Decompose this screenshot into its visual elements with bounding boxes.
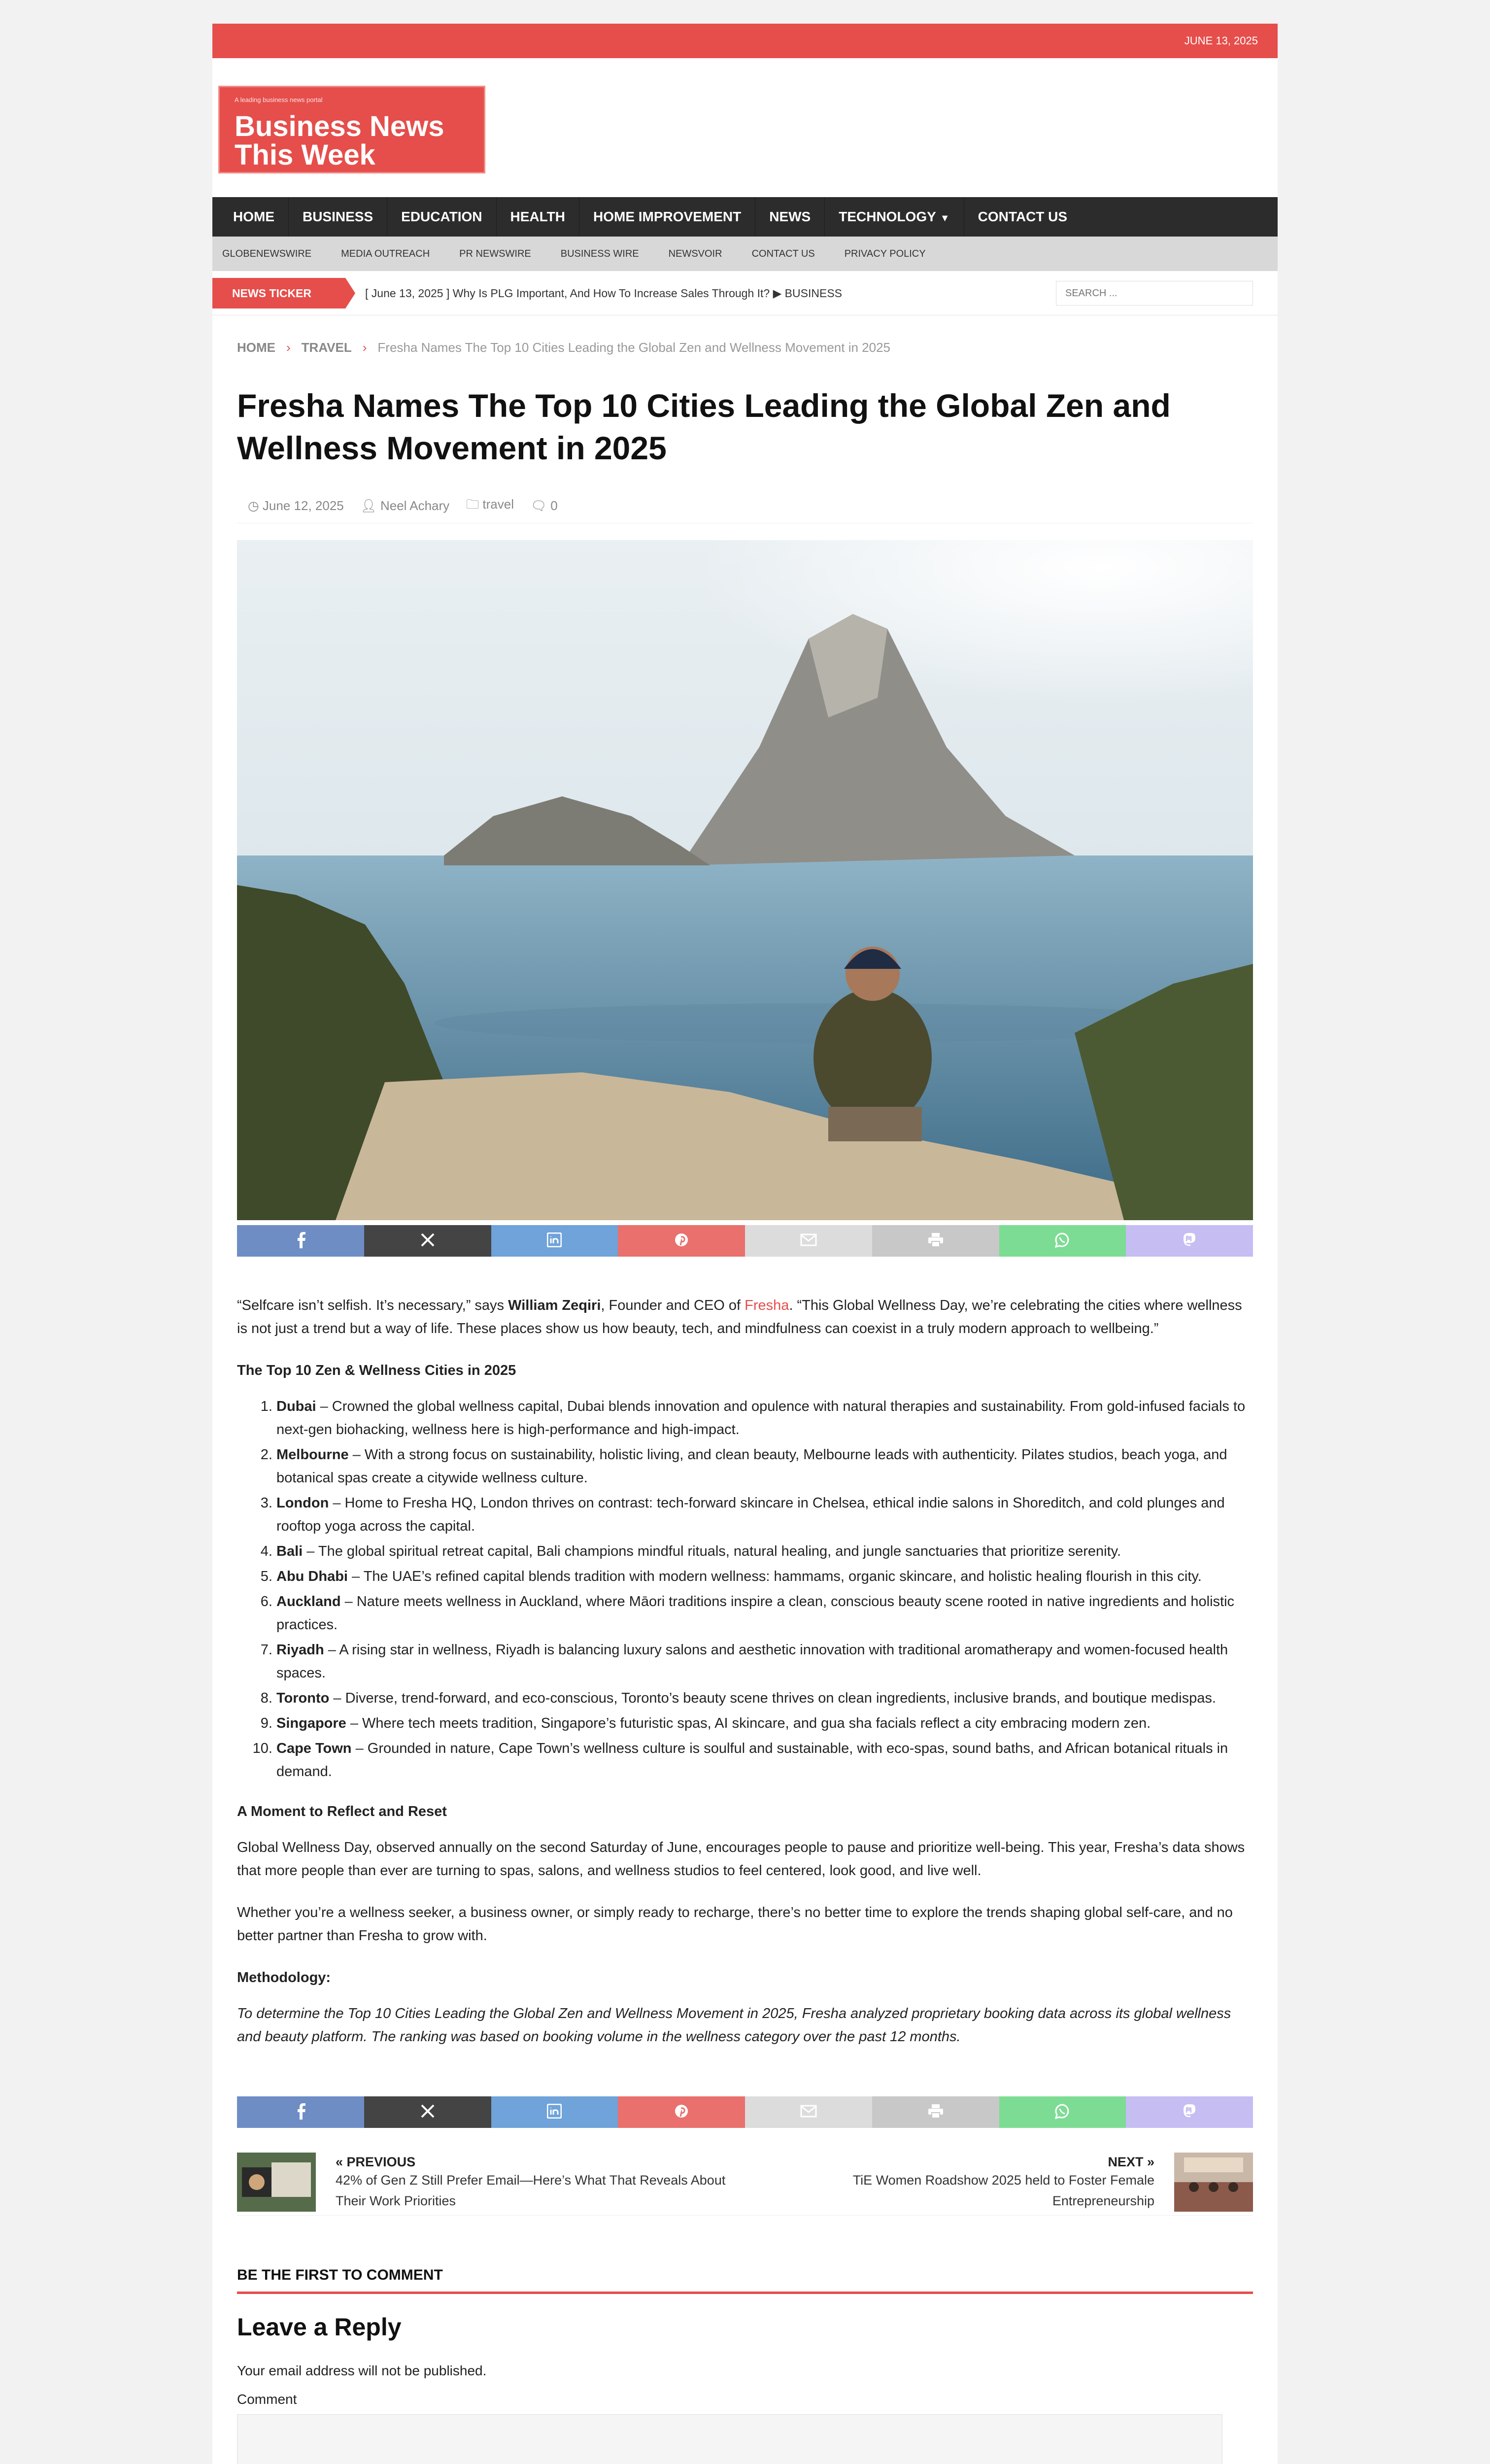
city-description: – The global spiritual retreat capital, Bali champions mindful rituals, natural healing, and jungle sanctuaries that prioritize serenity.	[303, 1543, 1121, 1559]
nav-business[interactable]: BUSINESS	[289, 197, 387, 237]
facebook-icon	[294, 1232, 307, 1251]
email-icon	[800, 2105, 817, 2120]
logo-line-2: This Week	[235, 139, 375, 171]
share-x-button[interactable]	[364, 1225, 491, 1257]
city-name: Auckland	[276, 1594, 341, 1609]
subnav-media-outreach[interactable]: MEDIA OUTREACH	[341, 248, 430, 259]
city-name: Cape Town	[276, 1741, 352, 1756]
share-bar-bottom	[237, 2096, 1253, 2128]
chevron-down-icon: ▼	[940, 213, 950, 224]
prev-label-row	[336, 2155, 740, 2170]
post-author[interactable]	[361, 498, 449, 513]
mastodon-icon	[1182, 2103, 1197, 2122]
post-comments[interactable]	[531, 498, 558, 513]
subnav-business-wire[interactable]: BUSINESS WIRE	[560, 248, 639, 259]
breadcrumb	[237, 340, 1253, 355]
next-label-row	[800, 2155, 1154, 2170]
city-name: Abu Dhabi	[276, 1569, 348, 1584]
nav-home-improvement[interactable]: HOME IMPROVEMENT	[579, 197, 755, 237]
city-list-item	[276, 1712, 1253, 1735]
double-chevron-right-icon: »	[1147, 2155, 1154, 2169]
share-linkedin-button[interactable]	[491, 1225, 618, 1257]
nav-news[interactable]: NEWS	[755, 197, 825, 237]
city-description: – Nature meets wellness in Auckland, where Māori traditions inspire a clean, conscious beauty scene rooted in native ingredients and holistic practices.	[276, 1594, 1235, 1633]
user-icon: 👤︎	[360, 498, 377, 513]
next-title: TiE Women Roadshow 2025 held to Foster Female Entrepreneurship	[852, 2173, 1154, 2208]
city-list-item	[276, 1540, 1253, 1563]
logo-line-1: Business News	[235, 110, 444, 142]
chevron-right-icon: ›	[362, 340, 367, 355]
print-icon	[928, 2104, 944, 2121]
prev-label: PREVIOUS	[346, 2155, 416, 2169]
breadcrumb-current: Fresha Names The Top 10 Cities Leading the Global Zen and Wellness Movement in 2025	[377, 340, 891, 355]
comment-heading: BE THE FIRST TO COMMENT	[237, 2267, 1253, 2294]
breadcrumb-home[interactable]: HOME	[237, 340, 275, 355]
reply-title: Leave a Reply	[237, 2313, 402, 2341]
email-note: Your email address will not be published.	[237, 2363, 487, 2378]
article-body	[237, 1294, 1253, 2067]
reply-form	[237, 2313, 1253, 2464]
city-list-item	[276, 1443, 1253, 1490]
methodology-heading: Methodology:	[237, 1970, 331, 1985]
double-chevron-left-icon: «	[336, 2155, 343, 2169]
linkedin-icon	[547, 2104, 562, 2121]
reflect-heading: A Moment to Reflect and Reset	[237, 1804, 447, 1819]
share-mastodon-button[interactable]	[1126, 1225, 1253, 1257]
email-icon	[800, 1233, 817, 1249]
reflect-paragraph-2: Whether you’re a wellness seeker, a business owner, or simply ready to recharge, there’s no better time to explore the trends shaping global self-care, and no better partner than Fresha to grow with.	[237, 1905, 1233, 1944]
whatsapp-icon	[1054, 2103, 1070, 2122]
share-print-button[interactable]	[872, 2096, 999, 2128]
share-email-button[interactable]	[745, 2096, 872, 2128]
city-name: Dubai	[276, 1399, 316, 1414]
city-name: Riyadh	[276, 1642, 324, 1658]
city-description: – With a strong focus on sustainability, holistic living, and clean beauty, Melbourne leads with authenticity. Pilates studios, beach yoga, and botanical spas create a citywide wellness culture.	[276, 1447, 1227, 1486]
city-list-item	[276, 1639, 1253, 1685]
next-post-thumb[interactable]	[1174, 2153, 1253, 2212]
subnav-privacy-policy[interactable]: PRIVACY POLICY	[844, 248, 926, 259]
prev-post-thumb[interactable]	[237, 2153, 316, 2212]
city-name: Toronto	[276, 1690, 330, 1706]
news-ticker	[212, 271, 1278, 315]
site-logo[interactable]	[218, 86, 485, 173]
post-category-text: travel	[482, 496, 514, 512]
subnav-newsvoir[interactable]: NEWSVOIR	[668, 248, 722, 259]
share-facebook-button[interactable]	[237, 1225, 364, 1257]
share-whatsapp-button[interactable]	[999, 1225, 1126, 1257]
chevron-right-icon: ›	[286, 340, 291, 355]
top-bar	[212, 24, 1278, 58]
nav-technology-label: TECHNOLOGY	[839, 209, 936, 224]
city-list-item	[276, 1395, 1253, 1441]
ticker-item[interactable]: [ June 13, 2025 ] Why Is PLG Important, And How To Increase Sales Through It? ▶ BUSINESS	[365, 287, 842, 300]
nav-home[interactable]: HOME	[219, 197, 289, 237]
x-icon	[420, 1232, 435, 1250]
post-author-text: Neel Achary	[380, 498, 450, 513]
city-description: – The UAE’s refined capital blends tradition with modern wellness: hammams, organic skincare, and holistic healing flourish in this city.	[348, 1569, 1202, 1584]
prev-title: 42% of Gen Z Still Prefer Email—Here’s What That Reveals About Their Work Priorities	[336, 2173, 726, 2208]
city-list-item	[276, 1687, 1253, 1710]
share-email-button[interactable]	[745, 1225, 872, 1257]
sub-nav	[212, 237, 1278, 271]
intro-a: “Selfcare isn’t selfish. It’s necessary,” says	[237, 1298, 508, 1313]
ticker-label: NEWS TICKER	[212, 278, 345, 308]
city-name: London	[276, 1495, 329, 1511]
city-description: – Crowned the global wellness capital, Dubai blends innovation and opulence with natural therapies and sustainability. From gold-infused facials to next-gen biohacking, wellness here is high-performance and high-impact.	[276, 1399, 1246, 1437]
next-label: NEXT	[1108, 2155, 1144, 2169]
share-print-button[interactable]	[872, 1225, 999, 1257]
comment-label: Comment	[237, 2392, 297, 2407]
subnav-contact-us[interactable]: CONTACT US	[751, 248, 815, 259]
city-description: – A rising star in wellness, Riyadh is balancing luxury salons and aesthetic innovation with traditional aromatherapy and women-focused health spaces.	[276, 1642, 1228, 1681]
methodology-text: To determine the Top 10 Cities Leading the Global Zen and Wellness Movement in 2025, Fresha analyzed proprietary booking data across its global wellness and beauty platform. The ranking was based on booking volume in the wellness category over the past 12 months.	[237, 2006, 1231, 2045]
fresha-link[interactable]: Fresha	[745, 1298, 789, 1313]
next-post[interactable]	[800, 2155, 1154, 2211]
city-description: – Grounded in nature, Cape Town’s wellness culture is soulful and sustainable, with eco-spas, sound baths, and African botanical rituals in demand.	[276, 1741, 1228, 1780]
folder-icon: 🗀	[466, 496, 479, 512]
city-list-item	[276, 1492, 1253, 1538]
share-facebook-button[interactable]	[237, 2096, 364, 2128]
mastodon-icon	[1182, 1232, 1197, 1250]
post-date-text: June 12, 2025	[262, 498, 344, 513]
featured-image	[237, 540, 1253, 1220]
print-icon	[928, 1232, 944, 1250]
share-pinterest-button[interactable]	[618, 2096, 745, 2128]
site-header	[212, 58, 1278, 197]
city-name: Bali	[276, 1543, 303, 1559]
clock-icon: ◷	[248, 498, 259, 513]
x-icon	[420, 2104, 435, 2121]
comment-section	[237, 2267, 1253, 2464]
page-title: Fresha Names The Top 10 Cities Leading the Global Zen and Wellness Movement in 2025	[237, 387, 1171, 466]
logo-tagline: A leading business news portal	[235, 96, 323, 103]
nav-education[interactable]: EDUCATION	[387, 197, 496, 237]
linkedin-icon	[547, 1232, 562, 1250]
share-pinterest-button[interactable]	[618, 1225, 745, 1257]
share-mastodon-button[interactable]	[1126, 2096, 1253, 2128]
pinterest-icon	[674, 1232, 689, 1250]
featured-image-svg	[237, 540, 1253, 1220]
methodology-paragraph	[237, 2002, 1253, 2049]
city-description: – Diverse, trend-forward, and eco-conscious, Toronto’s beauty scene thrives on clean ingredients, inclusive brands, and boutique medispas.	[329, 1690, 1216, 1706]
intro-paragraph	[237, 1294, 1253, 1340]
breadcrumb-travel[interactable]: TRAVEL	[301, 340, 352, 355]
post-navigation	[237, 2147, 1253, 2216]
city-description: – Where tech meets tradition, Singapore’s futuristic spas, AI skincare, and gua sha facials reflect a city embracing modern zen.	[346, 1715, 1151, 1731]
share-x-button[interactable]	[364, 2096, 491, 2128]
city-description: – Home to Fresha HQ, London thrives on contrast: tech-forward skincare in Chelsea, ethical indie salons in Shoreditch, and cold plunges and rooftop yoga across the capital.	[276, 1495, 1225, 1534]
subnav-pr-newswire[interactable]: PR NEWSWIRE	[459, 248, 531, 259]
reflect-paragraph-1: Global Wellness Day, observed annually on the second Saturday of June, encourages people to pause and prioritize well-being. This year, Fresha’s data shows that more people than ever are turning to spas, salons, and wellness studios to feel centered, look good, and live well.	[237, 1840, 1245, 1879]
subnav-globenewswire[interactable]: GLOBENEWSWIRE	[222, 248, 312, 259]
intro-name: William Zeqiri	[508, 1298, 601, 1313]
post-category[interactable]	[466, 495, 514, 517]
post-date	[248, 498, 344, 513]
city-list-item	[276, 1737, 1253, 1783]
intro-b: , Founder and CEO of	[601, 1298, 745, 1313]
date-label: JUNE 13, 2025	[1184, 34, 1258, 47]
comment-icon: 🗨	[531, 498, 547, 513]
whatsapp-icon	[1054, 1232, 1070, 1250]
prev-post[interactable]	[336, 2155, 740, 2211]
nav-health[interactable]: HEALTH	[497, 197, 579, 237]
city-list-item	[276, 1590, 1253, 1637]
city-name: Singapore	[276, 1715, 346, 1731]
share-linkedin-button[interactable]	[491, 2096, 618, 2128]
search-input[interactable]	[1056, 281, 1253, 306]
city-list	[237, 1395, 1253, 1783]
comment-textarea[interactable]	[237, 2414, 1222, 2464]
pinterest-icon	[674, 2104, 689, 2121]
list-heading: The Top 10 Zen & Wellness Cities in 2025	[237, 1363, 516, 1378]
city-name: Melbourne	[276, 1447, 349, 1463]
nav-technology[interactable]	[825, 197, 964, 237]
city-list-item	[276, 1565, 1253, 1588]
nav-contact-us[interactable]: CONTACT US	[978, 209, 1068, 224]
facebook-icon	[294, 2103, 307, 2122]
share-bar	[237, 1225, 1253, 1257]
main-content	[212, 315, 1278, 2464]
share-whatsapp-button[interactable]	[999, 2096, 1126, 2128]
post-comments-count: 0	[550, 498, 558, 513]
main-nav	[212, 197, 1278, 237]
post-meta	[237, 489, 1253, 523]
intro-c: . “This Global Wellness Day, we’re celebrating the cities where wellness is not just a trend but a way of life. These places show us how beauty, tech, and mindfulness can coexist in a truly modern approach to wellbeing.”	[237, 1298, 1242, 1336]
